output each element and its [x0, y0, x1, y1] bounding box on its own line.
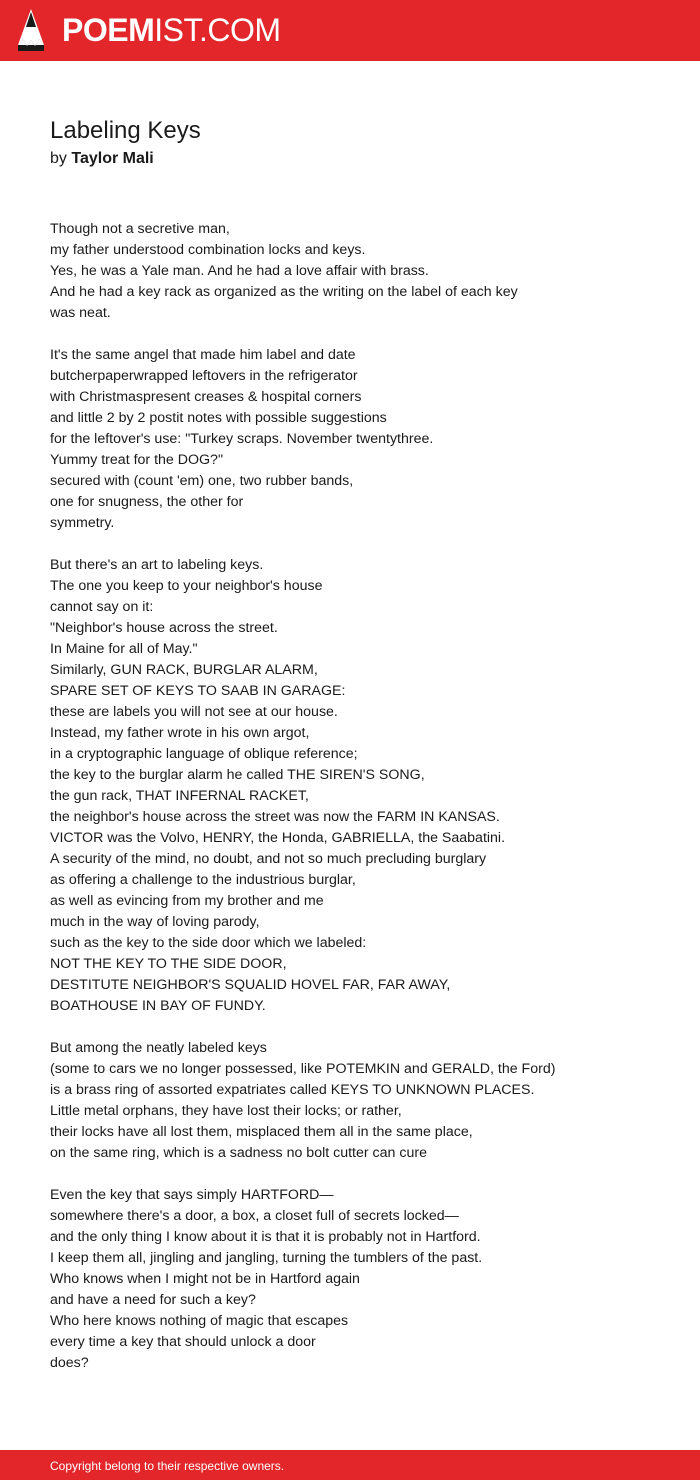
poem-line: these are labels you will not see at our house.: [50, 704, 338, 720]
poem-line: Little metal orphans, they have lost their locks; or rather,: [50, 1103, 402, 1119]
logo-bold-text: POEM: [62, 12, 155, 48]
poem-line: Who knows when I might not be in Hartford again: [50, 1271, 360, 1287]
poem-line: In Maine for all of May.": [50, 641, 198, 657]
poem-line: is a brass ring of assorted expatriates called KEYS TO UNKNOWN PLACES.: [50, 1082, 535, 1098]
poem-line: symmetry.: [50, 515, 115, 531]
poem-line: But there's an art to labeling keys.: [50, 557, 264, 573]
poem-line: NOT THE KEY TO THE SIDE DOOR,: [50, 956, 287, 972]
site-logo[interactable]: [62, 12, 281, 48]
poem-line: such as the key to the side door which we labeled:: [50, 935, 367, 951]
poem-line: as well as evincing from my brother and me: [50, 893, 324, 909]
pencil-tip-icon[interactable]: [17, 9, 45, 51]
poem-line: VICTOR was the Volvo, HENRY, the Honda, GABRIELLA, the Saabatini.: [50, 830, 506, 846]
site-footer: [0, 1450, 700, 1480]
poem-line: BOATHOUSE IN BAY OF FUNDY.: [50, 998, 266, 1014]
site-header: [0, 0, 700, 61]
poem-line: every time a key that should unlock a door: [50, 1334, 316, 1350]
poem-line: The one you keep to your neighbor's house: [50, 578, 323, 594]
author-name: Taylor Mali: [71, 150, 154, 167]
copyright-notice: Copyright belong to their respective owners.: [50, 1459, 285, 1473]
poem-line: and have a need for such a key?: [50, 1292, 256, 1308]
poem-line: And he had a key rack as organized as the writing on the label of each key: [50, 284, 518, 300]
poem-line: Similarly, GUN RACK, BURGLAR ALARM,: [50, 662, 318, 678]
poem-line: secured with (count 'em) one, two rubber bands,: [50, 473, 354, 489]
poem-line: cannot say on it:: [50, 599, 154, 615]
poem-line: the neighbor's house across the street was now the FARM IN KANSAS.: [50, 809, 500, 825]
poem-stanza: [50, 219, 670, 324]
logo-thin-text: IST.COM: [154, 12, 281, 48]
poem-line: one for snugness, the other for: [50, 494, 244, 510]
poem-line: on the same ring, which is a sadness no bolt cutter can cure: [50, 1145, 427, 1161]
poem-line: much in the way of loving parody,: [50, 914, 260, 930]
poem-line: the gun rack, THAT INFERNAL RACKET,: [50, 788, 309, 804]
poem-line: with Christmaspresent creases & hospital corners: [50, 389, 362, 405]
poem-line: and the only thing I know about it is that it is probably not in Hartford.: [50, 1229, 481, 1245]
poem-stanza: [50, 345, 670, 534]
poem-line: their locks have all lost them, misplaced them all in the same place,: [50, 1124, 473, 1140]
poem-line: in a cryptographic language of oblique reference;: [50, 746, 358, 762]
poem-line: Yummy treat for the DOG?": [50, 452, 223, 468]
poem-line: But among the neatly labeled keys: [50, 1040, 267, 1056]
poem-line: Instead, my father wrote in his own argot,: [50, 725, 310, 741]
poem-stanza: [50, 555, 670, 1017]
byline: [50, 148, 154, 170]
poem-stanza: [50, 1038, 670, 1164]
poem-line: for the leftover's use: "Turkey scraps. November twentythree.: [50, 431, 434, 447]
poem-line: SPARE SET OF KEYS TO SAAB IN GARAGE:: [50, 683, 346, 699]
poem-stanza: [50, 1185, 670, 1374]
poem-line: It's the same angel that made him label and date: [50, 347, 356, 363]
poem-line: as offering a challenge to the industrious burglar,: [50, 872, 356, 888]
poem-title: Labeling Keys: [50, 117, 201, 144]
poem-line: "Neighbor's house across the street.: [50, 620, 278, 636]
poem-line: (some to cars we no longer possessed, like POTEMKIN and GERALD, the Ford): [50, 1061, 556, 1077]
poem-line: A security of the mind, no doubt, and not so much precluding burglary: [50, 851, 487, 867]
poem-line: Though not a secretive man,: [50, 221, 230, 237]
poem-line: does?: [50, 1355, 89, 1371]
poem-line: and little 2 by 2 postit notes with possible suggestions: [50, 410, 387, 426]
poem-line: Even the key that says simply HARTFORD—: [50, 1187, 334, 1203]
poem-line: Yes, he was a Yale man. And he had a love affair with brass.: [50, 263, 429, 279]
poem-line: somewhere there's a door, a box, a closet full of secrets locked—: [50, 1208, 459, 1224]
poem-body: [50, 219, 670, 1395]
byline-prefix: by: [50, 150, 67, 167]
poem-line: Who here knows nothing of magic that escapes: [50, 1313, 349, 1329]
poem-line: butcherpaperwrapped leftovers in the refrigerator: [50, 368, 358, 384]
poem-line: I keep them all, jingling and jangling, turning the tumblers of the past.: [50, 1250, 483, 1266]
poem-line: was neat.: [50, 305, 111, 321]
poem-line: the key to the burglar alarm he called THE SIREN'S SONG,: [50, 767, 425, 783]
poem-line: DESTITUTE NEIGHBOR'S SQUALID HOVEL FAR, FAR AWAY,: [50, 977, 451, 993]
poem-line: my father understood combination locks and keys.: [50, 242, 366, 258]
